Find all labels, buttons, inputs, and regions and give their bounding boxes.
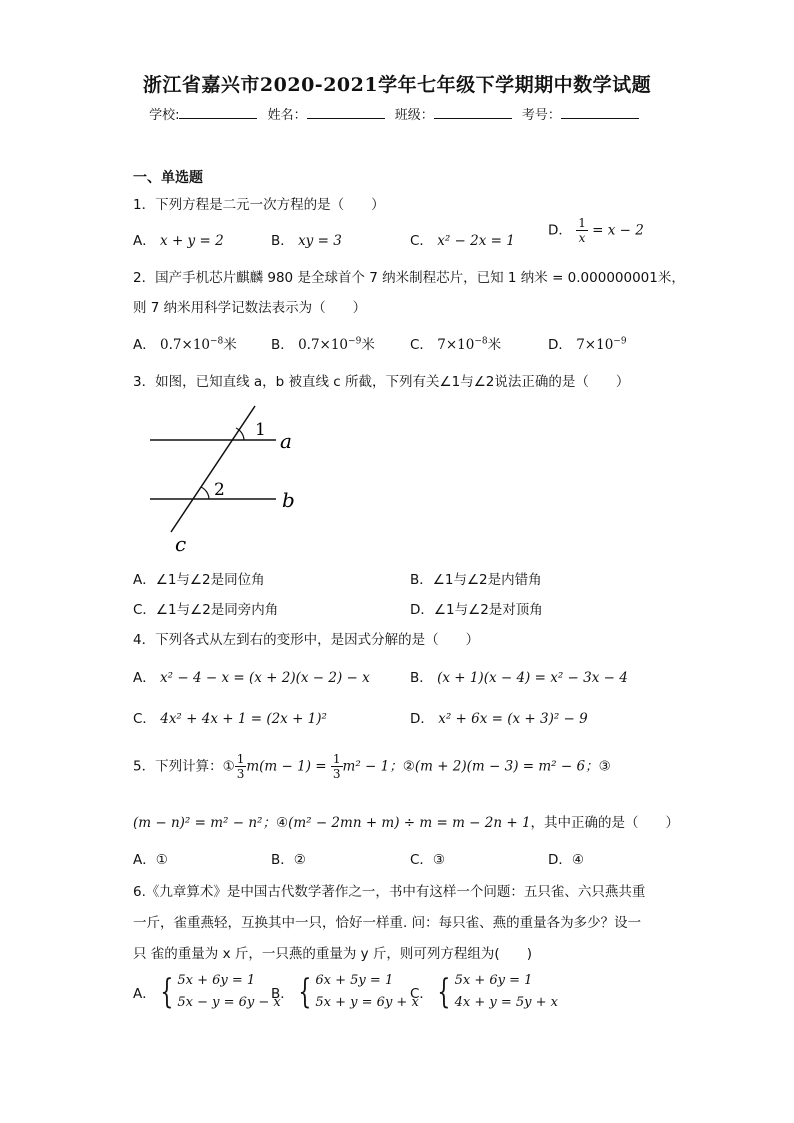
school-label: 学校: <box>149 108 180 123</box>
page-title: 浙江省嘉兴市2020-2021学年七年级下学期期中数学试题 <box>142 74 652 96</box>
line-b-label: b <box>282 488 295 512</box>
class-blank[interactable] <box>434 106 512 119</box>
q3-stem: 3．如图，已知直线 a，b 被直线 c 所截，下列有关∠1与∠2说法正确的是（ ） <box>133 374 630 390</box>
q5-stem-line2: (m − n)² = m² − n²；④(m² − 2mn + m) ÷ m = m − 2n + 1，其中正确的是（ ） <box>133 815 680 831</box>
q3-option-d: D．∠1与∠2是对顶角 <box>410 602 543 618</box>
q6-option-b: B． { 6x + 5y = 1 5x + y = 6y + x <box>271 972 419 1012</box>
q3-option-b: B．∠1与∠2是内错角 <box>410 572 542 588</box>
q5-option-d: D．④ <box>548 852 584 868</box>
line-a-label: a <box>280 429 292 453</box>
q4-option-a: A． x² − 4 − x = (x + 2)(x − 2) − x <box>133 670 370 686</box>
q1-option-a: A． x + y = 2 <box>133 233 224 249</box>
q5-stem-line1: 5．下列计算：① $\frac{1}{3}$ m(m − 1) = $\frac{1}{3}$ m² − 1；②(m + 2)(m − 3) = m² − 6；③ <box>133 752 611 781</box>
number-blank[interactable] <box>561 106 639 119</box>
q3-option-a: A．∠1与∠2是同位角 <box>133 572 265 588</box>
number-label: 考号： <box>521 108 561 123</box>
q6-stem-line1: 6.《九章算术》是中国古代数学著作之一，书中有这样一个问题：五只雀、六只燕共重 <box>133 884 646 900</box>
q2-option-c: C． $7\times 10^{-8}$米 <box>410 336 502 353</box>
q1-option-d: D． $\frac{1}{x}$ = x − 2 <box>548 216 644 245</box>
q5-option-b: B．② <box>271 852 306 868</box>
q2-option-a: A． $0.7\times 10^{-8}$米 <box>133 336 237 353</box>
name-label: 姓名： <box>267 108 307 123</box>
q1-stem: 1．下列方程是二元一次方程的是（ ） <box>133 197 385 213</box>
q1-option-c: C． x² − 2x = 1 <box>410 233 515 249</box>
section-heading: 一、单选题 <box>133 170 203 186</box>
school-blank[interactable] <box>179 106 257 119</box>
student-info-line <box>0 104 794 123</box>
brace-a: { <box>160 972 174 1012</box>
q5-option-c: C．③ <box>410 852 446 868</box>
q2-stem-line2: 则 7 纳米用科学记数法表示为（ ） <box>133 300 367 316</box>
line-c-label: c <box>175 532 187 556</box>
q6-stem-line3: 只 雀的重量为 x 斤，一只燕的重量为 y 斤，则可列方程组为( ) <box>133 946 532 962</box>
q2-option-b: B． $0.7\times 10^{-9}$米 <box>271 336 375 353</box>
q4-stem: 4．下列各式从左到右的变形中，是因式分解的是（ ） <box>133 632 480 648</box>
q6-stem-line2: 一斤，雀重燕轻，互换其中一只，恰好一样重. 问：每只雀、燕的重量各为多少？设一 <box>133 915 642 931</box>
q4-option-c: C． 4x² + 4x + 1 = (2x + 1)² <box>133 711 327 727</box>
q6-option-c: C． { 5x + 6y = 1 4x + y = 5y + x <box>410 972 558 1012</box>
line-c <box>171 406 255 532</box>
name-blank[interactable] <box>307 106 385 119</box>
q3-option-c: C．∠1与∠2是同旁内角 <box>133 602 279 618</box>
angle-2-arc <box>201 487 209 499</box>
q1-option-b: B． xy = 3 <box>271 233 342 249</box>
q2-stem-line1: 2．国产手机芯片麒麟 980 是全球首个 7 纳米制程芯片，已知 1 纳米 = 0.000000001米， <box>133 270 685 286</box>
q6-option-a: A． { 5x + 6y = 1 5x − y = 6y − x <box>133 972 281 1012</box>
angle-2-label: 2 <box>214 480 225 500</box>
q4-option-b: B． (x + 1)(x − 4) = x² − 3x − 4 <box>410 670 628 686</box>
brace-b: { <box>298 972 312 1012</box>
class-label: 班级： <box>394 108 434 123</box>
angle-1-label: 1 <box>255 420 266 440</box>
q4-option-d: D． x² + 6x = (x + 3)² − 9 <box>410 711 588 727</box>
q3-parallel-lines-figure <box>140 400 320 560</box>
q2-option-d: D． $7\times 10^{-9}$ <box>548 336 627 353</box>
brace-c: { <box>437 972 451 1012</box>
q5-option-a: A．① <box>133 852 168 868</box>
